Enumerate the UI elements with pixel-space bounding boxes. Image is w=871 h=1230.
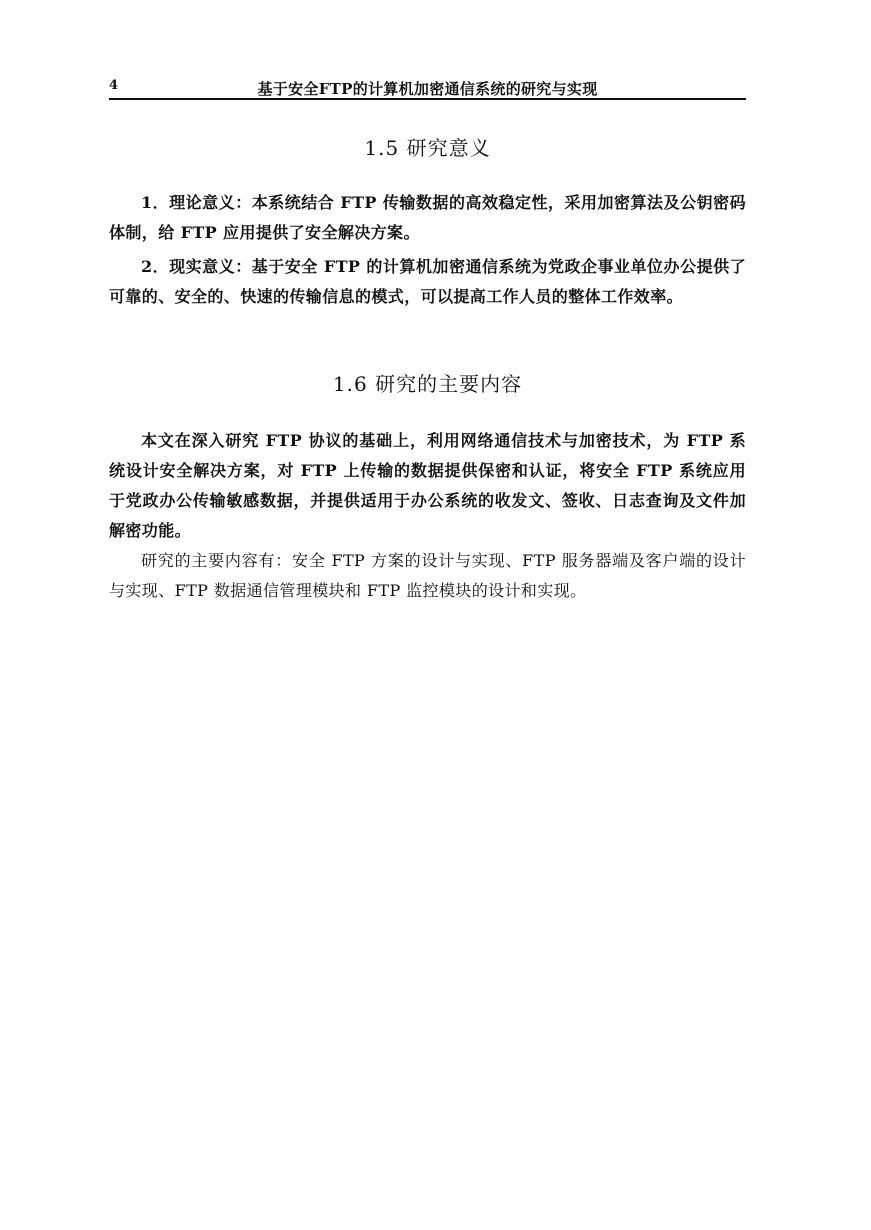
paragraph-research-overview: 本文在深入研究 FTP 协议的基础上，利用网络通信技术与加密技术，为 FTP 系统设计安全解决方案，对 FTP 上传输的数据提供保密和认证，将安全 FTP 系统应用于党政办公传输敏感数据，并提供适用于办公系统的收发文、签收、日志查询及文件加解密功能。 <box>109 431 746 540</box>
paragraph-theoretical-significance: 1．理论意义：本系统结合 FTP 传输数据的高效稳定性，采用加密算法及公钥密码体制，给 FTP 应用提供了安全解决方案。 <box>109 193 746 242</box>
running-header <box>109 76 746 100</box>
paragraph-practical-significance: 2．现实意义：基于安全 FTP 的计算机加密通信系统为党政企事业单位办公提供了可靠的、安全的、快速的传输信息的模式，可以提高工作人员的整体工作效率。 <box>109 257 746 306</box>
page-number: 4 <box>109 78 119 93</box>
running-title: 基于安全FTP的计算机加密通信系统的研究与实现 <box>257 80 598 98</box>
section-title-1-5: 1.5 研究意义 <box>364 136 491 160</box>
paragraph-main-contents: 研究的主要内容有：安全 FTP 方案的设计与实现、FTP 服务器端及客户端的设计与实现、FTP 数据通信管理模块和 FTP 监控模块的设计和实现。 <box>109 551 746 600</box>
section-title-1-6: 1.6 研究的主要内容 <box>332 372 523 396</box>
